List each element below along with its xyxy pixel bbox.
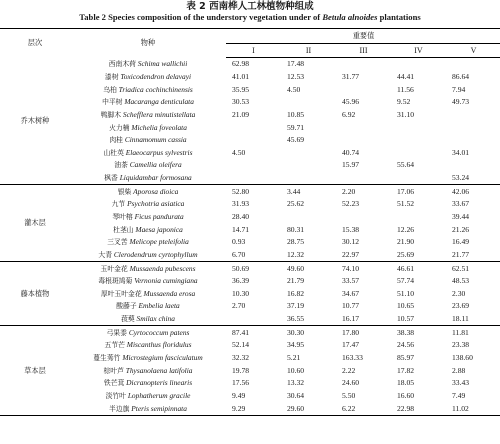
importance-value-site-5: 11.02 (446, 402, 500, 415)
importance-value-site-4: 44.41 (397, 71, 415, 81)
importance-value-site-5: 11.81 (446, 326, 500, 339)
species-chinese-name: 西南木荷 (108, 60, 136, 69)
importance-value-site-5: 138.60 (452, 353, 473, 363)
species-name (70, 249, 226, 262)
layer-label: 乔木树种 (20, 115, 50, 125)
importance-value-site-2: 49.60 (281, 262, 336, 275)
species-name (70, 390, 226, 403)
header-site-2: II (281, 44, 336, 58)
importance-value-site-2: 12.32 (287, 249, 305, 259)
importance-value-site-4: 51.52 (397, 199, 415, 209)
header-site-1: I (226, 44, 281, 58)
table-row (0, 58, 500, 71)
importance-value-site-3: 74.10 (336, 262, 391, 275)
importance-value-site-4 (391, 121, 446, 134)
importance-value-site-3: 17.80 (336, 326, 391, 339)
importance-value-site-1: 31.93 (232, 199, 250, 209)
header-importance-value: 重要值 (226, 29, 500, 44)
species-latin-name: Microstegium fasciculatum (122, 353, 203, 363)
importance-value-site-5: 49.73 (452, 97, 470, 107)
importance-value-site-1 (226, 313, 281, 326)
importance-value-site-1: 2.70 (232, 301, 246, 311)
species-name (70, 58, 226, 71)
importance-value-site-1: 35.95 (232, 84, 250, 94)
species-latin-name: Melicope pteleifolia (129, 237, 189, 247)
table-row (0, 249, 500, 262)
species-name (70, 96, 226, 109)
importance-value-site-3: 31.77 (342, 71, 360, 81)
importance-value-site-4 (391, 58, 446, 71)
table-row (0, 352, 500, 365)
importance-value-site-3 (336, 83, 391, 96)
species-latin-name: Embelia laeta (138, 301, 180, 311)
importance-value-site-5: 23.38 (452, 340, 470, 350)
importance-value-site-3: 6.22 (336, 402, 391, 415)
importance-value-site-2: 21.79 (287, 276, 305, 286)
table-row (0, 262, 500, 275)
species-name (70, 352, 226, 365)
importance-value-site-4: 85.97 (397, 353, 415, 363)
importance-value-site-4: 51.10 (397, 288, 415, 298)
importance-value-site-3: 45.96 (342, 97, 360, 107)
caption-en-suffix: plantations (377, 12, 421, 22)
table-row (0, 223, 500, 236)
species-name (70, 262, 226, 275)
importance-value-site-2: 37.19 (287, 301, 305, 311)
species-latin-name: Dicranopteris linearis (126, 378, 193, 388)
importance-value-site-3: 16.17 (342, 314, 360, 324)
importance-value-site-1: 19.78 (232, 365, 250, 375)
importance-value-site-1: 62.98 (232, 59, 250, 69)
importance-value-site-5: 2.88 (452, 365, 466, 375)
importance-value-site-5 (446, 109, 500, 122)
species-chinese-name: 三叉苦 (107, 238, 128, 247)
importance-value-site-1: 4.50 (232, 147, 246, 157)
importance-value-site-4: 17.82 (397, 365, 415, 375)
importance-value-site-4 (391, 172, 446, 185)
species-chinese-name: 大青 (98, 250, 113, 259)
species-name (70, 288, 226, 301)
species-name (70, 71, 226, 84)
importance-value-site-2: 12.53 (287, 71, 305, 81)
species-name (70, 313, 226, 326)
importance-value-site-1: 41.01 (232, 71, 250, 81)
importance-value-site-1: 10.30 (232, 288, 250, 298)
importance-value-site-5: 39.44 (452, 212, 470, 221)
table-row (0, 146, 500, 159)
species-chinese-name: 菝葜 (121, 315, 135, 324)
table-row (0, 71, 500, 84)
species-chinese-name: 厚叶玉叶金花 (100, 289, 142, 298)
species-latin-name: Thysanolaena latifolia (125, 365, 193, 375)
importance-value-site-2: 30.30 (281, 326, 336, 339)
importance-value-site-2: 13.32 (287, 378, 305, 388)
importance-value-site-3: 2.20 (336, 185, 391, 198)
importance-value-site-2: 34.95 (287, 340, 305, 350)
species-latin-name: Clerodendrum cyrtophyllum (113, 249, 198, 259)
species-name (70, 134, 226, 147)
importance-value-site-1: 9.29 (226, 402, 281, 415)
species-latin-name: Psychotria asiatica (127, 199, 185, 209)
table-row (0, 134, 500, 147)
species-chinese-name: 五节芒 (104, 341, 125, 350)
importance-value-site-2: 17.48 (287, 59, 305, 69)
importance-value-site-2: 25.62 (287, 199, 305, 209)
importance-value-site-3 (336, 134, 391, 147)
importance-value-site-3: 30.12 (342, 237, 360, 247)
importance-value-site-4 (391, 134, 446, 147)
importance-value-site-4: 10.65 (397, 301, 415, 311)
importance-value-site-2 (281, 96, 336, 109)
importance-value-site-1: 17.56 (232, 378, 250, 388)
table-caption-chinese: 表 2 西南桦人工林植物种组成 (186, 1, 314, 12)
table-row (0, 83, 500, 96)
species-latin-name: Michelia foveolata (131, 122, 187, 132)
table-row (0, 402, 500, 415)
importance-value-site-1: 52.80 (226, 185, 281, 198)
table-row (0, 211, 500, 224)
species-name (70, 159, 226, 172)
species-name (70, 402, 226, 415)
table-row (0, 236, 500, 249)
species-chinese-name: 半边旗 (109, 404, 130, 413)
importance-value-site-5: 42.06 (446, 185, 500, 198)
table-row (0, 121, 500, 134)
layer-label: 藤本植物 (0, 262, 70, 326)
importance-value-site-3: 52.23 (342, 199, 360, 209)
layer-label: 灌木层 (0, 185, 70, 262)
species-latin-name: Mussaenda pubescens (129, 263, 196, 273)
species-latin-name: Elaeocarpus sylvestris (125, 147, 193, 157)
importance-value-site-5: 2.30 (452, 288, 466, 298)
importance-value-site-1 (226, 134, 281, 147)
table-row (0, 300, 500, 313)
importance-value-site-1: 9.49 (232, 390, 246, 400)
importance-value-site-4: 16.60 (397, 390, 415, 400)
importance-value-site-3: 163.33 (342, 353, 363, 363)
header-site-4: IV (391, 44, 446, 58)
species-chinese-name: 毒根斑鸠菊 (98, 277, 133, 286)
importance-value-site-5: 86.64 (452, 71, 470, 81)
importance-value-site-5: 33.67 (452, 199, 470, 209)
importance-value-site-2 (281, 172, 336, 185)
importance-value-site-3: 40.74 (342, 147, 360, 157)
importance-value-site-5: 34.01 (452, 147, 470, 157)
species-chinese-name: 铁芒萁 (103, 379, 125, 388)
species-latin-name: Pteris semipinnata (131, 403, 187, 413)
importance-value-site-2: 4.50 (287, 84, 301, 94)
importance-value-site-4: 21.90 (397, 237, 415, 247)
importance-value-site-2: 28.75 (287, 237, 305, 247)
species-name (70, 236, 226, 249)
table-row (0, 288, 500, 301)
importance-value-site-4: 25.69 (397, 249, 415, 259)
importance-value-site-1: 21.09 (232, 109, 250, 119)
importance-value-site-1: 52.14 (232, 340, 250, 350)
species-chinese-name: 山杜英 (103, 148, 124, 157)
header-layer: 层次 (0, 29, 70, 58)
importance-value-site-5 (446, 121, 500, 134)
table-caption-english (0, 12, 500, 23)
table-row (0, 185, 500, 198)
importance-value-site-2 (281, 159, 336, 172)
species-latin-name: Mussaenda erosa (143, 288, 196, 298)
importance-value-site-2: 45.69 (287, 135, 305, 145)
importance-value-site-2 (281, 146, 336, 159)
importance-value-site-4: 55.64 (397, 160, 415, 170)
species-latin-name: Aporosa dioica (133, 186, 179, 196)
species-name (70, 364, 226, 377)
importance-value-site-3 (336, 121, 391, 134)
importance-value-site-4: 18.05 (397, 378, 415, 388)
importance-value-site-5: 7.49 (452, 390, 466, 400)
species-latin-name: Lophatherum gracile (127, 390, 191, 400)
header-row-top (0, 29, 500, 44)
importance-value-site-3 (336, 58, 391, 71)
importance-value-site-1: 0.93 (232, 237, 246, 247)
importance-value-site-3: 15.97 (342, 160, 360, 170)
species-chinese-name: 漆树 (104, 72, 119, 81)
importance-value-site-4: 9.52 (397, 97, 411, 107)
importance-value-site-1: 6.70 (232, 249, 246, 259)
species-chinese-name: 九节 (111, 200, 126, 209)
importance-value-site-3 (336, 172, 391, 185)
importance-value-site-1: 50.69 (226, 262, 281, 275)
importance-value-site-5: 48.53 (452, 276, 470, 286)
species-name (70, 83, 226, 96)
importance-value-site-2: 29.60 (281, 402, 336, 415)
species-name (70, 198, 226, 211)
importance-value-site-1: 32.32 (232, 353, 250, 363)
importance-value-site-3: 33.57 (342, 276, 360, 286)
importance-value-site-4: 12.26 (397, 224, 415, 234)
importance-value-site-3: 5.50 (342, 390, 356, 400)
importance-value-site-4: 57.74 (397, 276, 415, 286)
table-row (0, 339, 500, 352)
importance-value-site-2: 59.71 (287, 122, 305, 132)
species-name (70, 377, 226, 390)
species-name (70, 185, 226, 198)
species-chinese-name: 枫香 (104, 174, 118, 183)
species-name (70, 211, 226, 224)
importance-value-site-1: 28.40 (232, 212, 250, 221)
header-site-5: V (446, 44, 500, 58)
importance-value-site-3: 6.92 (342, 109, 356, 119)
species-latin-name: Triadica cochinchinensis (118, 84, 193, 94)
importance-value-site-4: 17.06 (391, 185, 446, 198)
table-row (0, 275, 500, 288)
species-chinese-name: 肉桂 (109, 136, 123, 145)
importance-value-site-3: 24.60 (342, 378, 360, 388)
importance-value-site-3: 34.67 (342, 288, 360, 298)
species-name (70, 146, 226, 159)
table-row (0, 172, 500, 185)
importance-value-site-1 (226, 159, 281, 172)
table-row (0, 96, 500, 109)
importance-value-site-2: 10.60 (287, 365, 305, 375)
importance-value-site-4: 11.56 (397, 84, 414, 94)
importance-value-site-3: 15.38 (342, 224, 360, 234)
table-row (0, 377, 500, 390)
species-chinese-name: 蔓生莠竹 (93, 354, 121, 363)
species-chinese-name: 鸭脚木 (100, 110, 122, 119)
species-chinese-name: 玉叶金花 (100, 264, 128, 273)
importance-value-site-4 (391, 146, 446, 159)
table-row (0, 313, 500, 326)
importance-value-site-4 (391, 211, 446, 224)
species-name (70, 172, 226, 185)
table-row (0, 364, 500, 377)
species-chinese-name: 乌桕 (103, 85, 117, 94)
species-latin-name: Miscanthus floridulus (126, 340, 192, 350)
species-chinese-name: 杜茎山 (113, 225, 134, 234)
importance-value-site-1: 36.39 (232, 276, 250, 286)
species-name (70, 275, 226, 288)
importance-value-site-3 (336, 211, 391, 224)
importance-value-site-4: 22.98 (391, 402, 446, 415)
importance-value-site-4: 46.61 (391, 262, 446, 275)
importance-value-site-5: 21.26 (452, 224, 470, 234)
species-chinese-name: 弓果黍 (106, 328, 127, 337)
caption-en-prefix: Table 2 Species composition of the understory vegetation under of (79, 12, 323, 22)
importance-value-site-3: 10.77 (342, 301, 360, 311)
species-latin-name: Liquidambar formosana (119, 173, 192, 183)
table-row (0, 198, 500, 211)
species-latin-name: Ficus pandurata (134, 212, 184, 221)
importance-value-site-1: 30.53 (232, 97, 250, 107)
species-chinese-name: 琴叶榕 (112, 213, 133, 221)
importance-value-site-1 (226, 172, 281, 185)
species-latin-name: Macaranga denticulata (124, 97, 194, 107)
table-row (0, 326, 500, 339)
species-name (70, 300, 226, 313)
importance-value-site-5: 16.49 (452, 237, 470, 247)
importance-value-site-2: 3.44 (281, 185, 336, 198)
species-name (70, 109, 226, 122)
species-chinese-name: 银柴 (117, 187, 132, 196)
importance-value-site-5: 23.69 (452, 301, 470, 311)
importance-value-site-2: 16.82 (287, 288, 305, 298)
species-chinese-name: 棕叶芦 (103, 366, 124, 375)
importance-value-site-5: 33.43 (452, 378, 470, 388)
importance-value-site-5: 18.11 (452, 314, 469, 324)
species-chinese-name: 酸藤子 (116, 302, 137, 311)
layer-label: 草本层 (0, 326, 70, 415)
importance-value-site-3: 2.22 (342, 365, 356, 375)
species-latin-name: Camellia oleifera (129, 160, 182, 170)
importance-value-site-5: 53.24 (452, 173, 470, 183)
species-latin-name: Cinnamomum cassia (124, 135, 187, 145)
importance-value-site-2: 10.85 (287, 109, 305, 119)
header-species: 物种 (70, 29, 226, 58)
importance-value-site-2: 80.31 (287, 224, 305, 234)
importance-value-site-5 (446, 58, 500, 71)
importance-value-site-2: 5.21 (287, 353, 301, 363)
importance-value-site-5 (446, 159, 500, 172)
importance-value-site-5: 62.51 (446, 262, 500, 275)
table-row (0, 390, 500, 403)
header-site-3: III (336, 44, 391, 58)
importance-value-site-4: 10.57 (397, 314, 415, 324)
importance-value-site-1 (226, 121, 281, 134)
importance-value-site-4: 31.10 (397, 109, 415, 119)
species-chinese-name: 火力楠 (109, 123, 130, 132)
importance-value-site-2: 30.64 (287, 390, 305, 400)
importance-value-site-5: 21.77 (452, 249, 470, 259)
table-row (0, 109, 500, 122)
caption-en-genus: Betula alnoides (322, 12, 378, 22)
species-latin-name: Schima wallichii (137, 59, 188, 69)
species-latin-name: Vernonia cumingiana (134, 276, 198, 286)
importance-value-site-3: 22.97 (342, 249, 360, 259)
species-chinese-name: 中平树 (102, 98, 123, 107)
importance-value-site-1: 14.71 (232, 224, 250, 234)
importance-value-site-5 (446, 134, 500, 147)
species-name (70, 326, 226, 339)
species-name (70, 223, 226, 236)
table-row (0, 159, 500, 172)
importance-value-site-5: 7.94 (452, 84, 466, 94)
species-chinese-name: 油茶 (114, 161, 128, 170)
importance-value-site-2 (281, 211, 336, 224)
table-body (0, 58, 500, 416)
species-latin-name: Smilax china (136, 314, 175, 324)
importance-value-site-4: 38.38 (391, 326, 446, 339)
species-name (70, 121, 226, 134)
importance-value-site-4: 24.56 (397, 340, 415, 350)
species-latin-name: Schefflera minutistellata (122, 109, 196, 119)
species-latin-name: Cyrtococcum patens (128, 327, 190, 337)
species-latin-name: Maesa japonica (135, 224, 183, 234)
importance-value-site-3: 17.47 (342, 340, 360, 350)
species-latin-name: Toxicodendron delavayi (120, 71, 192, 81)
species-name (70, 339, 226, 352)
importance-value-site-2: 36.55 (287, 314, 305, 324)
species-chinese-name: 淡竹叶 (105, 391, 126, 400)
species-composition-table (0, 28, 500, 416)
importance-value-site-1: 87.41 (226, 326, 281, 339)
